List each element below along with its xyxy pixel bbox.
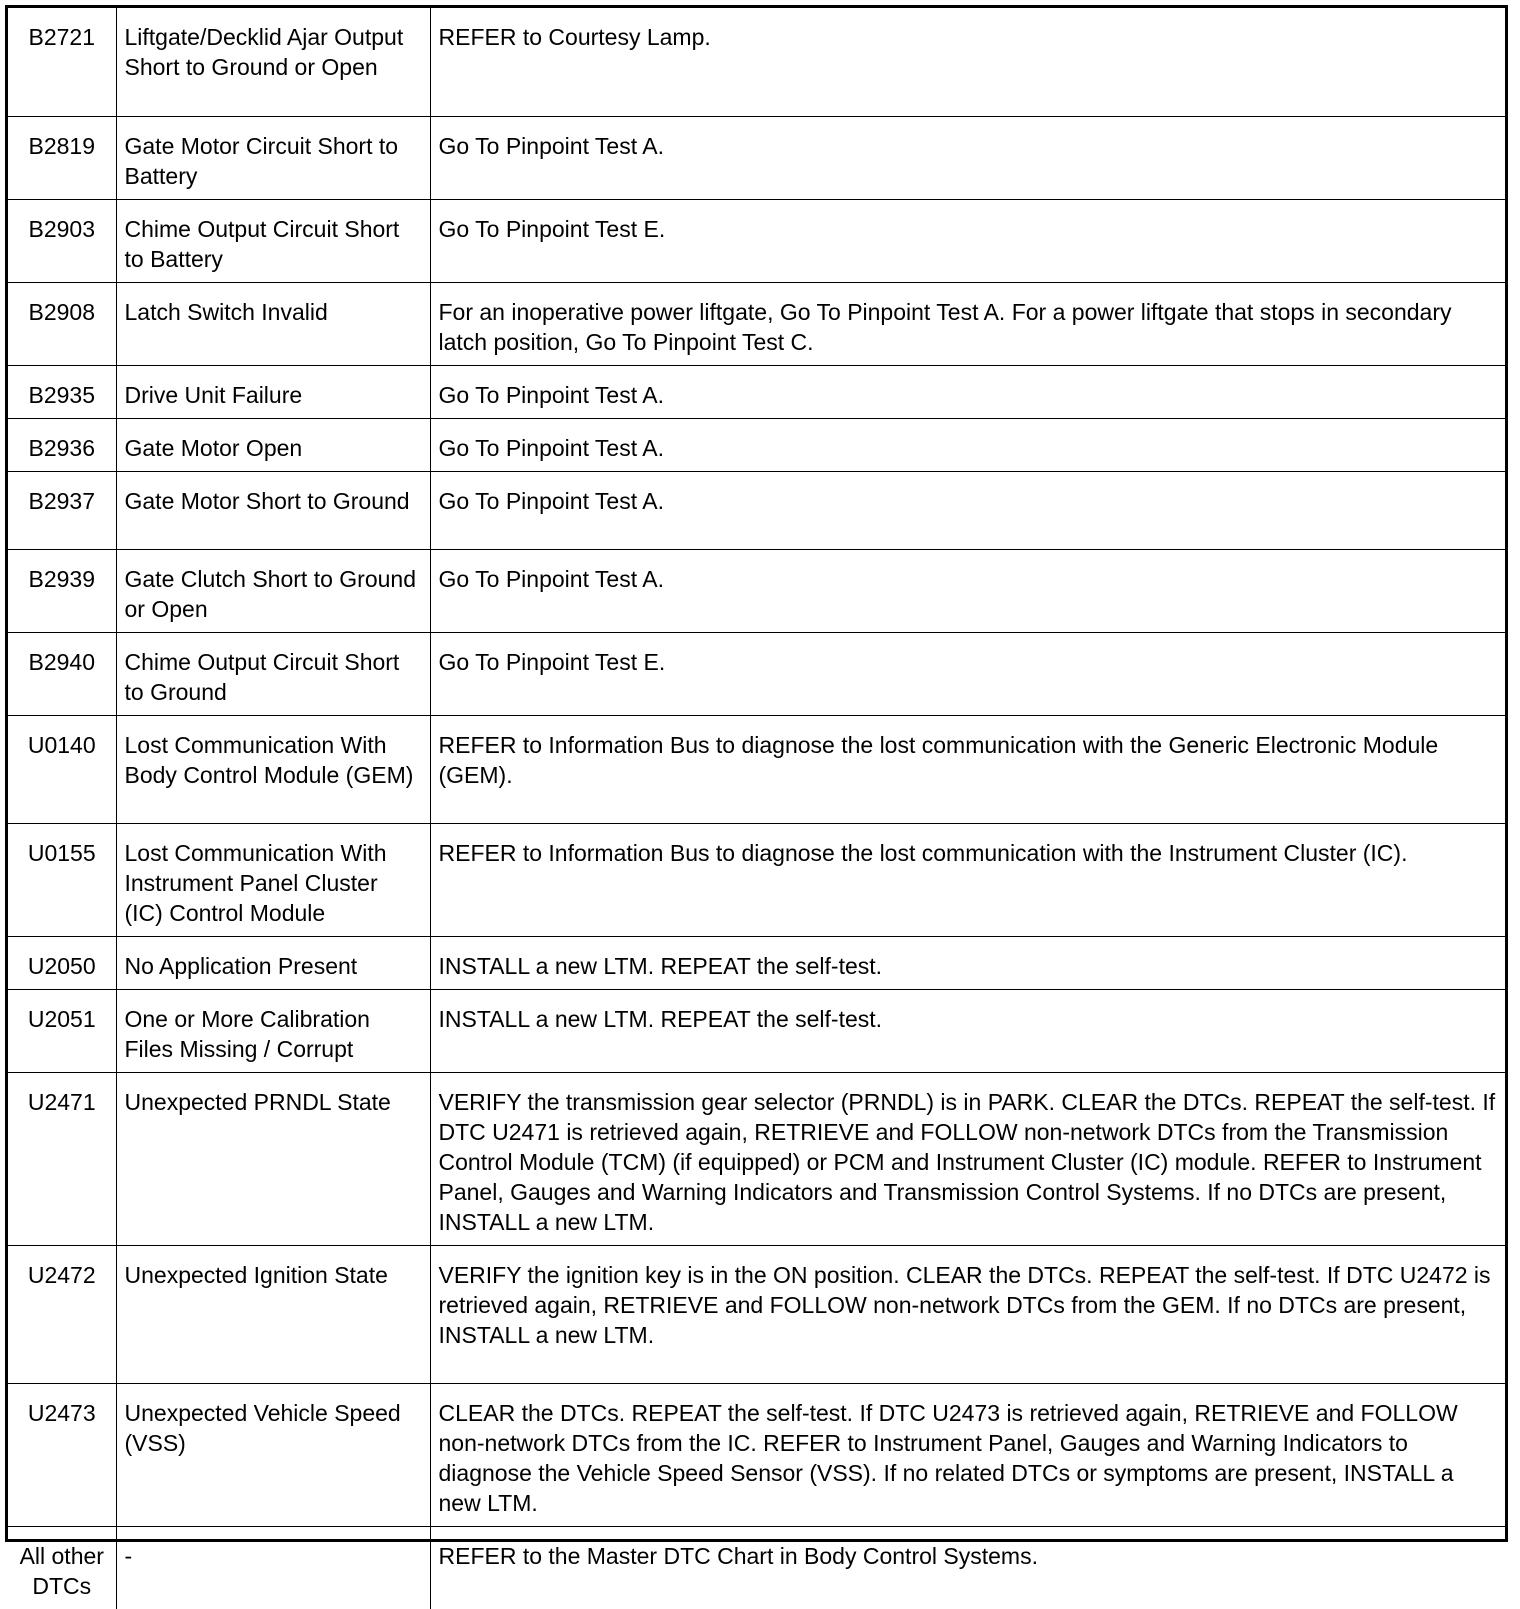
table-row [8, 199, 1505, 282]
table-row [8, 418, 1505, 471]
dtc-action: Go To Pinpoint Test E. [430, 199, 1505, 282]
dtc-code: U2051 [8, 989, 116, 1072]
table-row [8, 471, 1505, 549]
dtc-action: INSTALL a new LTM. REPEAT the self-test. [430, 936, 1505, 989]
dtc-description: One or More Calibration Files Missing / Corrupt [116, 989, 430, 1072]
dtc-description: Latch Switch Invalid [116, 282, 430, 365]
table-row [8, 116, 1505, 199]
dtc-description: Lost Communication With Body Control Module (GEM) [116, 715, 430, 823]
dtc-code: U0155 [8, 823, 116, 936]
dtc-description: Gate Clutch Short to Ground or Open [116, 549, 430, 632]
dtc-code: B2908 [8, 282, 116, 365]
dtc-code: B2937 [8, 471, 116, 549]
dtc-action: REFER to Information Bus to diagnose the lost communication with the Instrument Cluster (IC). [430, 823, 1505, 936]
dtc-code: U2473 [8, 1383, 116, 1526]
dtc-action: Go To Pinpoint Test A. [430, 471, 1505, 549]
dtc-code: U0140 [8, 715, 116, 823]
dtc-description: Drive Unit Failure [116, 365, 430, 418]
table-row [8, 8, 1505, 116]
dtc-action: VERIFY the transmission gear selector (PRNDL) is in PARK. CLEAR the DTCs. REPEAT the self-test. If DTC U2471 is retrieved again, RETRIEVE and FOLLOW non-network DTCs from the Transmission Control Module (TCM) (if equipped) or PCM and Instrument Cluster (IC) module. REFER to Instrument Panel, Gauges and Warning Indicators and Transmission Control Systems. If no DTCs are present, INSTALL a new LTM. [430, 1072, 1505, 1245]
dtc-description: Liftgate/Decklid Ajar Output Short to Ground or Open [116, 8, 430, 116]
dtc-description: Gate Motor Short to Ground [116, 471, 430, 549]
dtc-description: Unexpected Vehicle Speed (VSS) [116, 1383, 430, 1526]
table-row [8, 282, 1505, 365]
dtc-chart-page [5, 5, 1508, 1599]
dtc-code: B2721 [8, 8, 116, 116]
table-row [8, 365, 1505, 418]
dtc-code: B2939 [8, 549, 116, 632]
table-row [8, 1072, 1505, 1245]
dtc-description: Unexpected PRNDL State [116, 1072, 430, 1245]
table-row [8, 1526, 1505, 1609]
dtc-description: Chime Output Circuit Short to Battery [116, 199, 430, 282]
dtc-table-body [8, 8, 1505, 1609]
dtc-description: Gate Motor Circuit Short to Battery [116, 116, 430, 199]
dtc-description: Gate Motor Open [116, 418, 430, 471]
dtc-code: B2903 [8, 199, 116, 282]
table-row [8, 936, 1505, 989]
dtc-action: REFER to Courtesy Lamp. [430, 8, 1505, 116]
table-row [8, 632, 1505, 715]
table-row [8, 1245, 1505, 1383]
dtc-action: For an inoperative power liftgate, Go To Pinpoint Test A. For a power liftgate that stops in secondary latch position, Go To Pinpoint Test C. [430, 282, 1505, 365]
dtc-action: Go To Pinpoint Test A. [430, 549, 1505, 632]
dtc-code: B2935 [8, 365, 116, 418]
dtc-action: Go To Pinpoint Test A. [430, 365, 1505, 418]
dtc-code: B2936 [8, 418, 116, 471]
dtc-code: B2940 [8, 632, 116, 715]
table-row [8, 823, 1505, 936]
dtc-action: REFER to Information Bus to diagnose the lost communication with the Generic Electronic Module (GEM). [430, 715, 1505, 823]
dtc-action: Go To Pinpoint Test A. [430, 116, 1505, 199]
table-row [8, 715, 1505, 823]
dtc-action: REFER to the Master DTC Chart in Body Control Systems. [430, 1526, 1505, 1609]
dtc-table [8, 8, 1505, 1609]
table-row [8, 549, 1505, 632]
dtc-action: Go To Pinpoint Test E. [430, 632, 1505, 715]
dtc-code: U2472 [8, 1245, 116, 1383]
dtc-code: U2050 [8, 936, 116, 989]
dtc-description: - [116, 1526, 430, 1609]
dtc-description: Chime Output Circuit Short to Ground [116, 632, 430, 715]
dtc-code: All other DTCs [8, 1526, 116, 1609]
dtc-code: U2471 [8, 1072, 116, 1245]
dtc-action: VERIFY the ignition key is in the ON position. CLEAR the DTCs. REPEAT the self-test. If DTC U2472 is retrieved again, RETRIEVE and FOLLOW non-network DTCs from the GEM. If no DTCs are present, INSTALL a new LTM. [430, 1245, 1505, 1383]
dtc-action: INSTALL a new LTM. REPEAT the self-test. [430, 989, 1505, 1072]
dtc-description: Unexpected Ignition State [116, 1245, 430, 1383]
dtc-code: B2819 [8, 116, 116, 199]
dtc-description: No Application Present [116, 936, 430, 989]
table-row [8, 989, 1505, 1072]
dtc-action: CLEAR the DTCs. REPEAT the self-test. If DTC U2473 is retrieved again, RETRIEVE and FOLLOW non-network DTCs from the IC. REFER to Instrument Panel, Gauges and Warning Indicators to diagnose the Vehicle Speed Sensor (VSS). If no related DTCs or symptoms are present, INSTALL a new LTM. [430, 1383, 1505, 1526]
dtc-action: Go To Pinpoint Test A. [430, 418, 1505, 471]
dtc-description: Lost Communication With Instrument Panel Cluster (IC) Control Module [116, 823, 430, 936]
table-row [8, 1383, 1505, 1526]
